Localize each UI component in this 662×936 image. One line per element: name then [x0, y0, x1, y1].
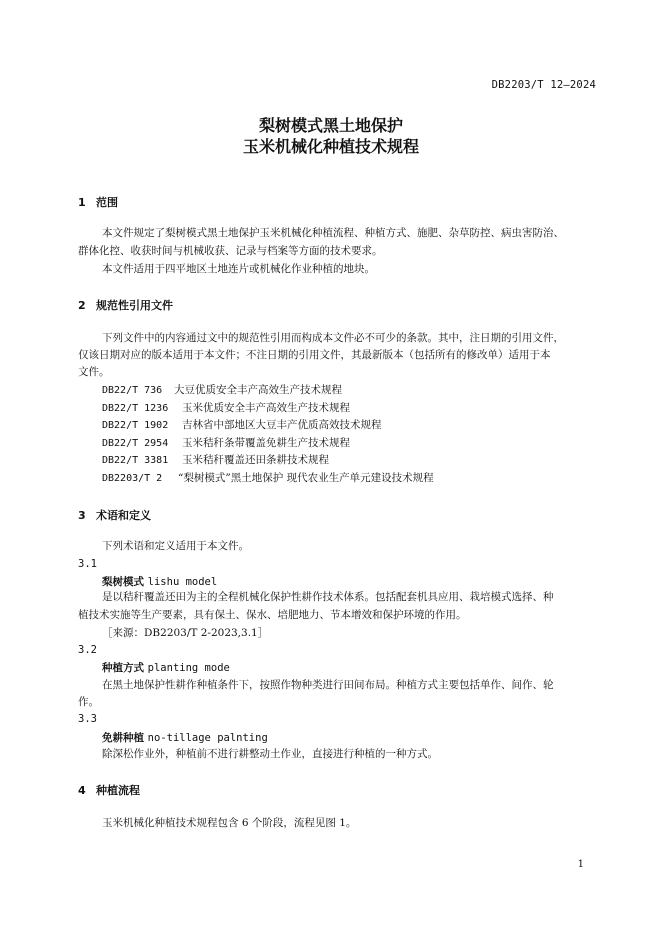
term-entry: [102, 730, 268, 745]
reference-title: 玉米秸秆覆盖还田条耕技术规程: [182, 454, 329, 466]
section-number: 1: [78, 196, 86, 209]
reference-code: DB22/T 1236: [102, 403, 169, 414]
section-4-heading: [78, 782, 140, 798]
reference-code: DB22/T 1902: [102, 420, 169, 431]
definition-text: 在黑土地保护性耕作种植条件下，按照作物种类进行田间布局。种植方式主要包括单作、间作、轮: [102, 679, 554, 691]
reference-code: DB2203/T 2: [102, 473, 163, 484]
reference-title: 吉林省中部地区大豆丰产优质高效技术规程: [182, 419, 382, 431]
paragraph-text: 文件。: [78, 366, 110, 378]
definition-text: 是以秸秆覆盖还田为主的全程机械化保护性耕作技术体系。包括配套机具应用、栽培模式选择、种: [102, 591, 554, 603]
clause-number: 3.2: [78, 644, 97, 656]
reference-item: [102, 382, 342, 397]
reference-code: DB22/T 736: [102, 385, 163, 396]
paragraph-text: 群体化控、收获时间与机械收获、记录与档案等方面的技术要求。: [78, 245, 383, 257]
clause-number: 3.3: [78, 713, 97, 725]
paragraph-text: 仅该日期对应的版本适用于本文件；不注日期的引用文件，其最新版本（包括所有的修改单）适用于本: [78, 349, 551, 361]
definition-text: 作。: [78, 696, 99, 708]
document-code: DB2203/T 12—2024: [491, 79, 596, 91]
reference-item: [102, 435, 350, 450]
paragraph-text: 下列文件中的内容通过文中的规范性引用而构成本文件必不可少的条款。其中，注日期的引用文件，: [102, 332, 564, 344]
term-en: lishu model: [147, 576, 218, 588]
term-entry: [102, 660, 230, 675]
paragraph-text: 本文件适用于四平地区土地连片或机械化作业种植的地块。: [102, 263, 375, 275]
clause-number: 3.1: [78, 558, 97, 570]
document-title-line1: 梨树模式黑土地保护: [258, 116, 403, 135]
section-number: 4: [78, 784, 86, 797]
section-title: 规范性引用文件: [96, 299, 173, 312]
page-number: 1: [577, 859, 584, 870]
term-cn: 梨树模式: [102, 576, 144, 588]
reference-title: 玉米秸秆条带覆盖免耕生产技术规程: [182, 437, 350, 449]
reference-title: 大豆优质安全丰产高效生产技术规程: [174, 384, 342, 396]
term-en: planting mode: [147, 662, 230, 674]
term-cn: 种植方式: [102, 662, 144, 674]
section-title: 种植流程: [96, 784, 140, 797]
paragraph-text: 本文件规定了梨树模式黑土地保护玉米机械化种植流程、种植方式、施肥、杂草防控、病虫害防治、: [102, 227, 564, 239]
definition-text: 除深松作业外，种植前不进行耕整动土作业，直接进行种植的一种方式。: [102, 748, 438, 760]
section-3-heading: [78, 507, 151, 523]
reference-code: DB22/T 3381: [102, 455, 169, 466]
reference-title: 玉米优质安全丰产高效生产技术规程: [182, 402, 350, 414]
reference-title: “梨树模式”黑土地保护 现代农业生产单元建设技术规程: [178, 472, 434, 484]
section-title: 范围: [96, 196, 118, 209]
document-title-line2: 玉米机械化种植技术规程: [242, 137, 419, 156]
term-entry: [102, 574, 217, 589]
paragraph-text: 玉米机械化种植技术规程包含 6 个阶段，流程见图 1。: [102, 817, 357, 829]
term-en: no-tillage palnting: [147, 732, 268, 744]
paragraph-text: 下列术语和定义适用于本文件。: [102, 540, 249, 552]
section-number: 2: [78, 299, 86, 312]
section-1-heading: [78, 194, 118, 210]
term-cn: 免耕种植: [102, 732, 144, 744]
reference-item: [102, 417, 382, 432]
reference-item: [102, 400, 350, 415]
section-title: 术语和定义: [96, 509, 151, 522]
reference-code: DB22/T 2954: [102, 438, 169, 449]
reference-item: [102, 452, 329, 467]
section-number: 3: [78, 509, 86, 522]
reference-item: [102, 470, 434, 485]
definition-text: 植技术实施等生产要素，具有保土、保水、培肥地力、节本增效和保护环境的作用。: [78, 609, 467, 621]
section-2-heading: [78, 297, 173, 313]
term-source: ［来源：DB2203/T 2-2023,3.1］: [102, 627, 269, 639]
